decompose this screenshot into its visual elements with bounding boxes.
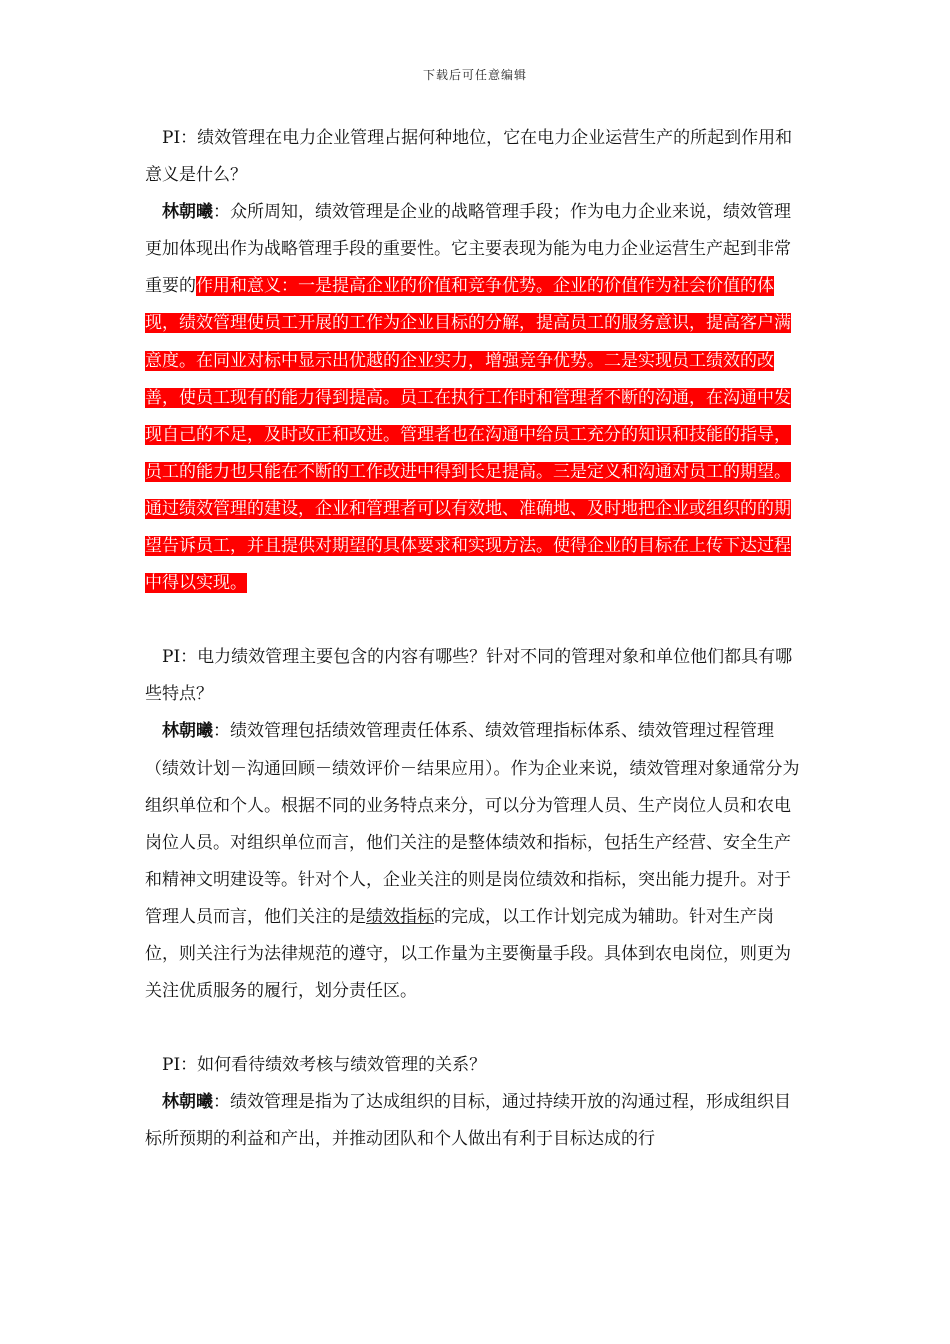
speaker-name: 林朝曦 [162,202,213,223]
question-3 [145,1047,805,1084]
answer-text-continued: 的完成，以工作计划完成为辅助。针对生产岗位，则关注行为法律规范的遵守，以工作量为主要衡量手段。具体到农电岗位，则更为关注优质服务的履行，划分责任区。 [145,906,791,1002]
question-1 [145,120,805,194]
answer-1 [145,194,805,602]
answer-text: ：绩效管理是指为了达成组织的目标，通过持续开放的沟通过程，形成组织目标所预期的利益和产出，并推动团队和个人做出有利于目标达成的行 [145,1092,791,1150]
paragraph-spacer [145,1010,805,1047]
question-text: ：绩效管理在电力企业管理占据何种地位，它在电力企业运营生产的所起到作用和意义是什么？ [145,128,793,186]
answer-text: ：绩效管理包括绩效管理责任体系、绩效管理指标体系、绩效管理过程管理（绩效计划－沟通回顾－绩效评价－结果应用）。作为企业来说，绩效管理对象通常分为组织单位和个人。根据不同的业务特点来分，可以分为管理人员、生产岗位人员和农电岗位人员。对组织单位而言，他们关注的是整体绩效和指标，包括生产经营、安全生产和精神文明建设等。针对个人，企业关注的则是岗位绩效和指标，突出能力提升。对于管理人员而言，他们关注的是 [145,721,800,927]
performance-indicator-link[interactable]: 绩效指标 [366,906,434,927]
interviewer-label: PI [162,128,181,148]
interviewer-label: PI [162,1055,181,1076]
answer-text: ：众所周知，绩效管理是企业的战略管理手段；作为电力企业来说，绩效管理更加体现出作为战略管理手段的重要性。它主要表现为能为电力企业运营生产起到非常重要的 [145,202,791,297]
question-text: ：如何看待绩效考核与绩效管理的关系？ [180,1055,487,1076]
highlighted-text: 作用和意义：一是提高企业的价值和竞争优势。企业的价值作为社会价值的体现，绩效管理使员工开展的工作为企业目标的分解，提高员工的服务意识，提高客户满意度。在同业对标中显示出优越的企业实力，增强竞争优势。二是实现员工绩效的改善，使员工现有的能力得到提高。员工在执行工作时和管理者不断的沟通，在沟通中发现自己的不足，及时改正和改进。管理者也在沟通中给员工充分的知识和技能的指导，员工的能力也只能在不断的工作改进中得到长足提高。三是定义和沟通对员工的期望。通过绩效管理的建设，企业和管理者可以有效地、准确地、及时地把企业或组织的的期望告诉员工，并且提供对期望的具体要求和实现方法。使得企业的目标在上传下达过程中得以实现。 [145,276,791,594]
question-2 [145,639,805,713]
document-body [145,120,805,1158]
speaker-name: 林朝曦 [162,721,213,742]
interviewer-label: PI [162,647,181,668]
question-text: ：电力绩效管理主要包含的内容有哪些？针对不同的管理对象和单位他们都具有哪些特点？ [145,647,793,705]
paragraph-spacer [145,602,805,639]
speaker-name: 林朝曦 [162,1092,213,1113]
answer-3 [145,1084,805,1158]
answer-2 [145,713,805,1010]
page-header: 下载后可任意编辑 [422,68,527,82]
